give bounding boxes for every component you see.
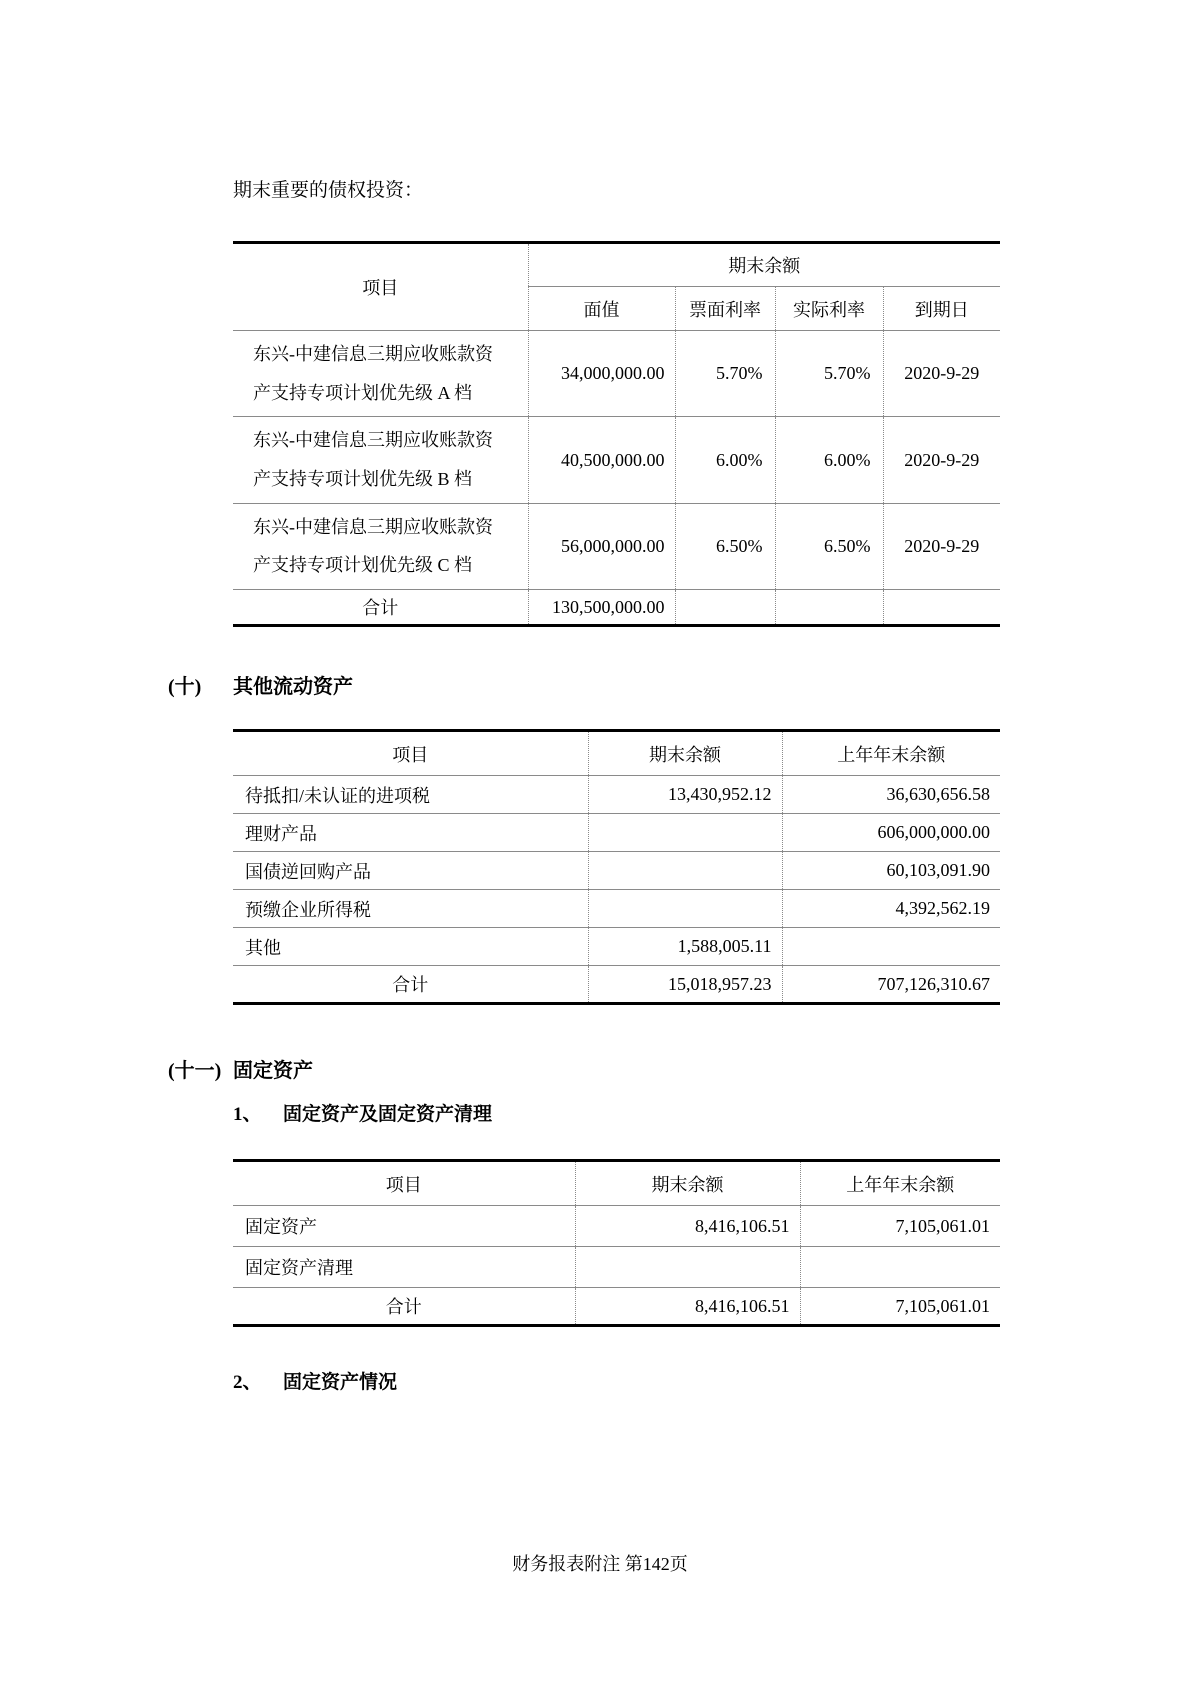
subsection-heading-fixed-assets-and-disposal (233, 1101, 1008, 1129)
table-row (233, 776, 1000, 814)
column-header-effective-rate: 实际利率 (775, 287, 883, 331)
subsection-heading-fixed-assets-status (233, 1369, 1008, 1397)
item-name-cell: 东兴-中建信息三期应收账款资产支持专项计划优先级 C 档 (233, 503, 528, 589)
total-row (233, 590, 1000, 626)
item-name-cell: 待抵扣/未认证的进项税 (233, 776, 588, 814)
coupon-rate-cell: 6.00% (675, 417, 775, 503)
table-header (233, 731, 1000, 776)
table-row (233, 331, 1000, 417)
total-prior-year-balance-cell: 707,126,310.67 (782, 966, 1000, 1004)
maturity-date-cell: 2020-9-29 (883, 417, 1000, 503)
subsection-title: 固定资产及固定资产清理 (283, 1104, 493, 1126)
face-value-cell: 40,500,000.00 (528, 417, 675, 503)
item-name-cell: 理财产品 (233, 814, 588, 852)
section-title: 其他流动资产 (233, 676, 353, 699)
table-row (233, 852, 1000, 890)
prior-year-balance-cell (800, 1247, 1000, 1288)
empty-cell (675, 590, 775, 626)
prior-year-balance-cell: 36,630,656.58 (782, 776, 1000, 814)
column-header-item: 项目 (233, 243, 528, 331)
table-header-row (233, 1161, 1000, 1206)
ending-balance-cell: 13,430,952.12 (588, 776, 782, 814)
table-header-row (233, 243, 1000, 287)
effective-rate-cell: 6.50% (775, 503, 883, 589)
table-header (233, 243, 1000, 331)
effective-rate-cell: 5.70% (775, 331, 883, 417)
section-title: 固定资产 (233, 1060, 313, 1083)
maturity-date-cell: 2020-9-29 (883, 503, 1000, 589)
ending-balance-cell (588, 814, 782, 852)
item-name-cell: 其他 (233, 928, 588, 966)
effective-rate-cell: 6.00% (775, 417, 883, 503)
table-header (233, 1161, 1000, 1206)
column-header-coupon-rate: 票面利率 (675, 287, 775, 331)
item-name-cell: 固定资产 (233, 1206, 575, 1247)
coupon-rate-cell: 6.50% (675, 503, 775, 589)
ending-balance-cell (588, 852, 782, 890)
item-name-cell: 东兴-中建信息三期应收账款资产支持专项计划优先级 A 档 (233, 331, 528, 417)
item-name-cell: 东兴-中建信息三期应收账款资产支持专项计划优先级 B 档 (233, 417, 528, 503)
table-row (233, 890, 1000, 928)
column-header-face-value: 面值 (528, 287, 675, 331)
column-header-prior-year-balance: 上年年末余额 (800, 1161, 1000, 1206)
column-header-ending-balance: 期末余额 (588, 731, 782, 776)
total-label-cell: 合计 (233, 966, 588, 1004)
total-row (233, 1288, 1000, 1326)
ending-balance-cell (588, 890, 782, 928)
section-heading-fixed-assets (168, 1057, 1008, 1085)
maturity-date-cell: 2020-9-29 (883, 331, 1000, 417)
column-header-ending-balance: 期末余额 (575, 1161, 800, 1206)
subsection-title: 固定资产情况 (283, 1372, 398, 1394)
total-label-cell: 合计 (233, 1288, 575, 1326)
subsection-number: 2、 (233, 1372, 262, 1394)
item-name-cell: 固定资产清理 (233, 1247, 575, 1288)
column-header-maturity-date: 到期日 (883, 287, 1000, 331)
ending-balance-cell: 8,416,106.51 (575, 1206, 800, 1247)
page-footer: 财务报表附注 第142页 (512, 1554, 688, 1574)
face-value-cell: 56,000,000.00 (528, 503, 675, 589)
ending-balance-cell: 1,588,005.11 (588, 928, 782, 966)
prior-year-balance-cell: 60,103,091.90 (782, 852, 1000, 890)
total-ending-balance-cell: 8,416,106.51 (575, 1288, 800, 1326)
table-row (233, 928, 1000, 966)
table-row (233, 1206, 1000, 1247)
section-number: (十) (168, 676, 202, 699)
face-value-cell: 34,000,000.00 (528, 331, 675, 417)
prior-year-balance-cell: 4,392,562.19 (782, 890, 1000, 928)
table-row (233, 503, 1000, 589)
prior-year-balance-cell (782, 928, 1000, 966)
item-name-cell: 预缴企业所得税 (233, 890, 588, 928)
coupon-rate-cell: 5.70% (675, 331, 775, 417)
item-name-cell: 国债逆回购产品 (233, 852, 588, 890)
table-row (233, 1247, 1000, 1288)
column-header-ending-balance-group: 期末余额 (528, 243, 1000, 287)
table-header-row (233, 731, 1000, 776)
column-header-prior-year-balance: 上年年末余额 (782, 731, 1000, 776)
fixed-assets-table (233, 1159, 1000, 1327)
column-header-item: 项目 (233, 731, 588, 776)
table-row (233, 814, 1000, 852)
total-row (233, 966, 1000, 1004)
column-header-item: 项目 (233, 1161, 575, 1206)
section-number: (十一) (168, 1060, 222, 1083)
prior-year-balance-cell: 606,000,000.00 (782, 814, 1000, 852)
page-content (168, 0, 1008, 1397)
total-label-cell: 合计 (233, 590, 528, 626)
other-current-assets-table (233, 729, 1000, 1005)
total-ending-balance-cell: 15,018,957.23 (588, 966, 782, 1004)
subsection-number: 1、 (233, 1104, 262, 1126)
total-face-value-cell: 130,500,000.00 (528, 590, 675, 626)
empty-cell (775, 590, 883, 626)
empty-cell (883, 590, 1000, 626)
ending-balance-cell (575, 1247, 800, 1288)
prior-year-balance-cell: 7,105,061.01 (800, 1206, 1000, 1247)
debt-investments-table (233, 241, 1000, 627)
table-row (233, 417, 1000, 503)
section-heading-other-current-assets (168, 673, 1008, 701)
intro-paragraph: 期末重要的债权投资： (233, 180, 424, 201)
total-prior-year-balance-cell: 7,105,061.01 (800, 1288, 1000, 1326)
